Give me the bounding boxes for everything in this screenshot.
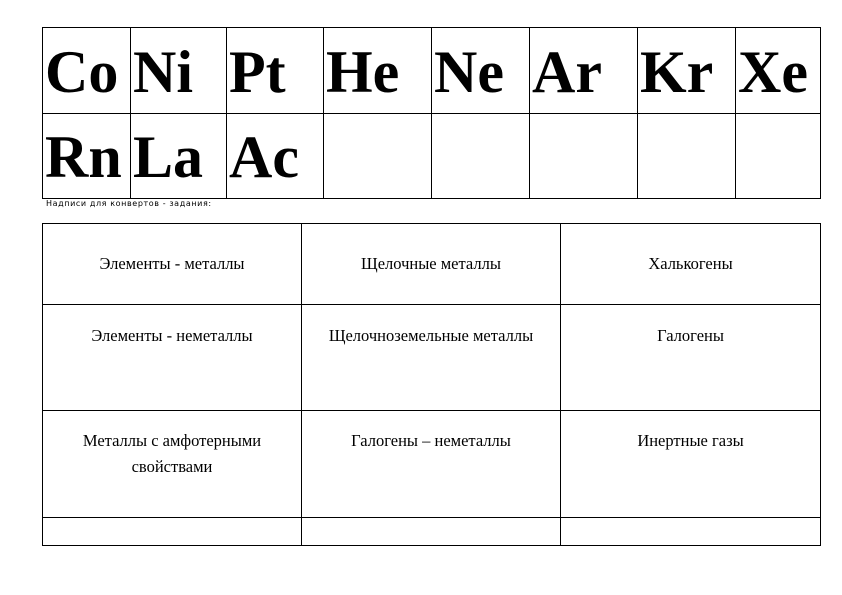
element-cell <box>43 28 131 114</box>
element-symbol: Ac <box>229 124 299 190</box>
label-cell <box>302 518 561 546</box>
element-symbol: Ne <box>434 38 504 105</box>
table-row <box>43 411 821 518</box>
element-cell <box>530 114 638 199</box>
envelope-caption: Надписи для конвертов - задания: <box>46 199 212 208</box>
element-symbol: La <box>133 124 204 190</box>
label-cell <box>561 518 821 546</box>
element-row <box>43 114 821 199</box>
element-cell <box>227 114 324 199</box>
element-cell <box>638 28 736 114</box>
element-cell <box>432 114 530 199</box>
element-cell <box>43 114 131 199</box>
element-cell <box>227 28 324 114</box>
element-cell <box>131 114 227 199</box>
element-symbol-table <box>42 27 821 199</box>
element-symbol: He <box>326 38 400 105</box>
label-cell: Щелочноземельные металлы <box>302 305 561 411</box>
element-symbol: Ar <box>532 38 602 105</box>
element-symbol: Co <box>45 38 119 105</box>
table-row <box>43 224 821 305</box>
element-cell <box>736 28 821 114</box>
element-symbol: Pt <box>229 38 286 105</box>
element-cell <box>638 114 736 199</box>
element-cell <box>530 28 638 114</box>
table-row <box>43 305 821 411</box>
label-cell: Галогены <box>561 305 821 411</box>
label-cell: Инертные газы <box>561 411 821 518</box>
label-cell: Щелочные металлы <box>302 224 561 305</box>
envelope-labels-table <box>42 223 821 546</box>
element-symbol: Rn <box>45 124 122 190</box>
label-cell: Элементы - металлы <box>43 224 302 305</box>
element-symbol: Kr <box>640 38 714 105</box>
table-row <box>43 518 821 546</box>
element-cell <box>131 28 227 114</box>
element-row <box>43 28 821 114</box>
label-cell: Галогены – неметаллы <box>302 411 561 518</box>
element-cell <box>432 28 530 114</box>
label-cell: Элементы - неметаллы <box>43 305 302 411</box>
label-cell: Металлы с амфотерными свойствами <box>43 411 302 518</box>
label-cell <box>43 518 302 546</box>
element-symbol: Ni <box>133 38 193 105</box>
element-symbol: Xe <box>738 38 808 105</box>
element-cell <box>324 28 432 114</box>
element-cell <box>324 114 432 199</box>
element-cell <box>736 114 821 199</box>
label-cell: Халькогены <box>561 224 821 305</box>
